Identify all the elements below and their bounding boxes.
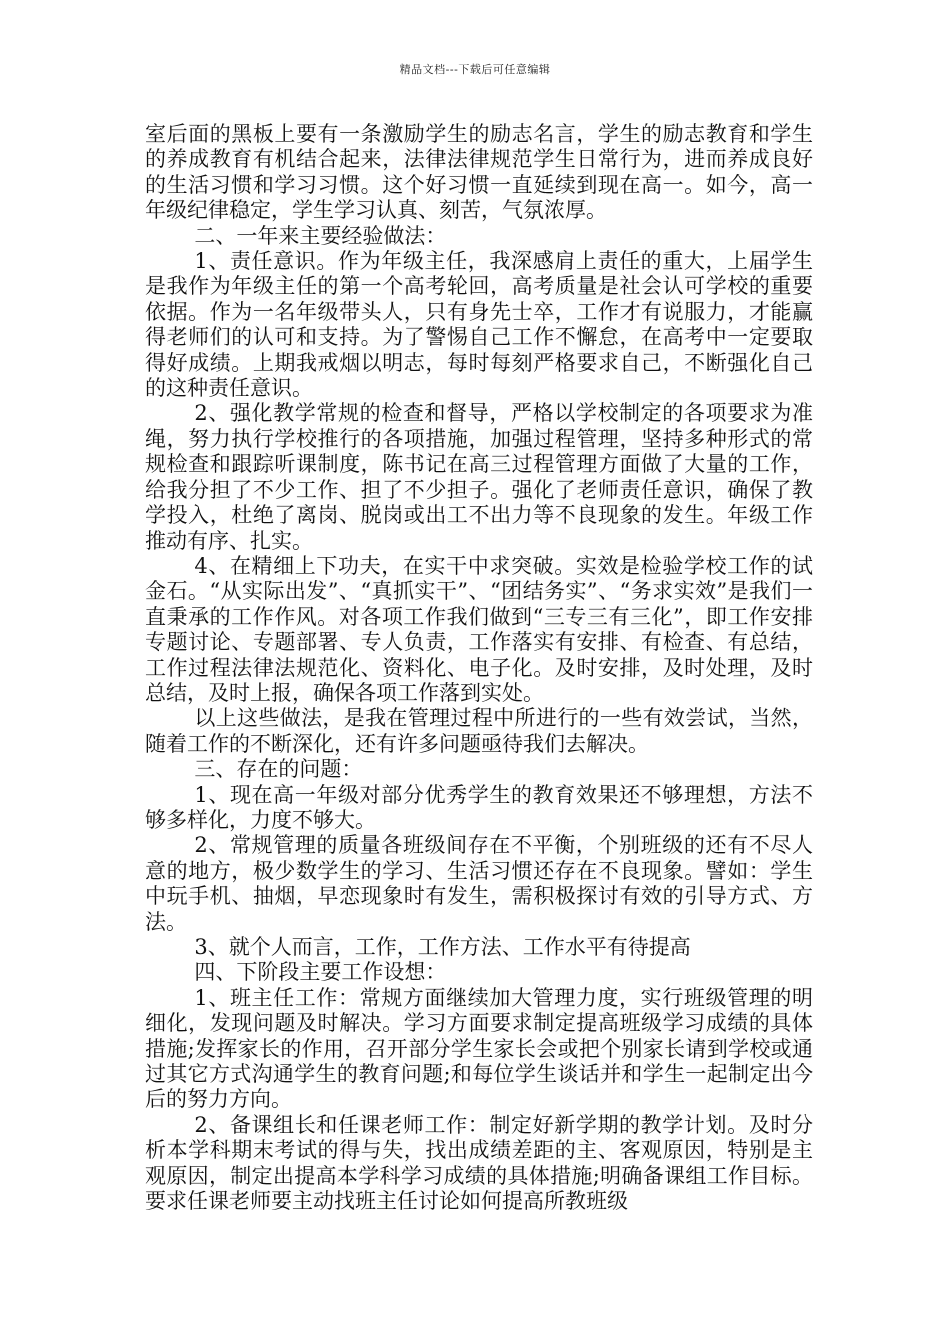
paragraph-responsibility: 1、责任意识。作为年级主任，我深感肩上责任的重大，上届学生是我作为年级主任的第一个高考轮回，高考质量是社会认可学校的重要依据。作为一名年级带头人，只有身先士卒，工作才有说服力，才能赢得老师们的认可和支持。为了警惕自己工作不懈怠，在高考中一定要取得好成绩。上期我戒烟以明志，每时每刻严格要求自己，不断强化自己的这种责任意识。 [145,249,813,401]
paragraph-problem-1: 1、现在高一年级对部分优秀学生的教育效果还不够理想，方法不够多样化，力度不够大。 [145,782,813,832]
section-heading-experience: 二、一年来主要经验做法： [194,223,447,248]
paragraph-problem-3: 3、就个人而言，工作，工作方法、工作水平有待提高 [194,935,691,959]
document-body [145,122,813,1214]
paragraph-continuation: 室后面的黑板上要有一条激励学生的励志名言，学生的励志教育和学生的养成教育有机结合起来，法律法律规范学生日常行为，进而养成良好的生活习惯和学习习惯。这个好习惯一直延续到现在高一。如今，高一年级纪律稳定，学生学习认真、刻苦，气氛浓厚。 [145,122,813,223]
paragraph-refinement: 4、在精细上下功夫，在实干中求突破。实效是检验学校工作的试金石。“从实际出发”、“真抓实干”、“团结务实”、“务求实效”是我们一直秉承的工作作风。对各项工作我们做到“三专三有三化”，即工作安排专题讨论、专题部署、专人负责，工作落实有安排、有检查、有总结，工作过程法律法规范化、资料化、电子化。及时安排，及时处理，及时总结，及时上报，确保各项工作落到实处。 [145,553,813,705]
paragraph-inspection: 2、强化教学常规的检查和督导，严格以学校制定的各项要求为准绳，努力执行学校推行的各项措施，加强过程管理，坚持多种形式的常规检查和跟踪听课制度，陈书记在高三过程管理方面做了大量的工作，给我分担了不少工作、担了不少担子。强化了老师责任意识，确保了教学投入，杜绝了离岗、脱岗或出工不出力等不良现象的发生。年级工作推动有序、扎实。 [145,401,813,553]
paragraph-problem-2: 2、常规管理的质量各班级间存在不平衡，个别班级的还有不尽人意的地方，极少数学生的学习、生活习惯还存在不良现象。譬如：学生中玩手机、抽烟，早恋现象时有发生，需积极探讨有效的引导方式、方法。 [145,833,813,934]
section-heading-plans: 四、下阶段主要工作设想： [194,960,447,985]
paragraph-summary: 以上这些做法，是我在管理过程中所进行的一些有效尝试，当然，随着工作的不断深化，还有许多问题亟待我们去解决。 [145,706,813,756]
section-heading-problems: 三、存在的问题： [194,757,363,782]
header-note: 精品文档---下载后可任意编辑 [399,63,551,76]
paragraph-plan-1: 1、班主任工作：常规方面继续加大管理力度，实行班级管理的明细化，发现问题及时解决。学习方面要求制定提高班级学习成绩的具体措施;发挥家长的作用，召开部分学生家长会或把个别家长请到学校或通过其它方式沟通学生的教育问题;和每位学生谈话并和学生一起制定出今后的努力方向。 [145,985,813,1112]
paragraph-plan-2: 2、备课组长和任课老师工作：制定好新学期的教学计划。及时分析本学科期末考试的得与失，找出成绩差距的主、客观原因，特别是主观原因，制定出提高本学科学习成绩的具体措施;明确备课组工作目标。要求任课老师要主动找班主任讨论如何提高所教班级 [145,1112,813,1214]
